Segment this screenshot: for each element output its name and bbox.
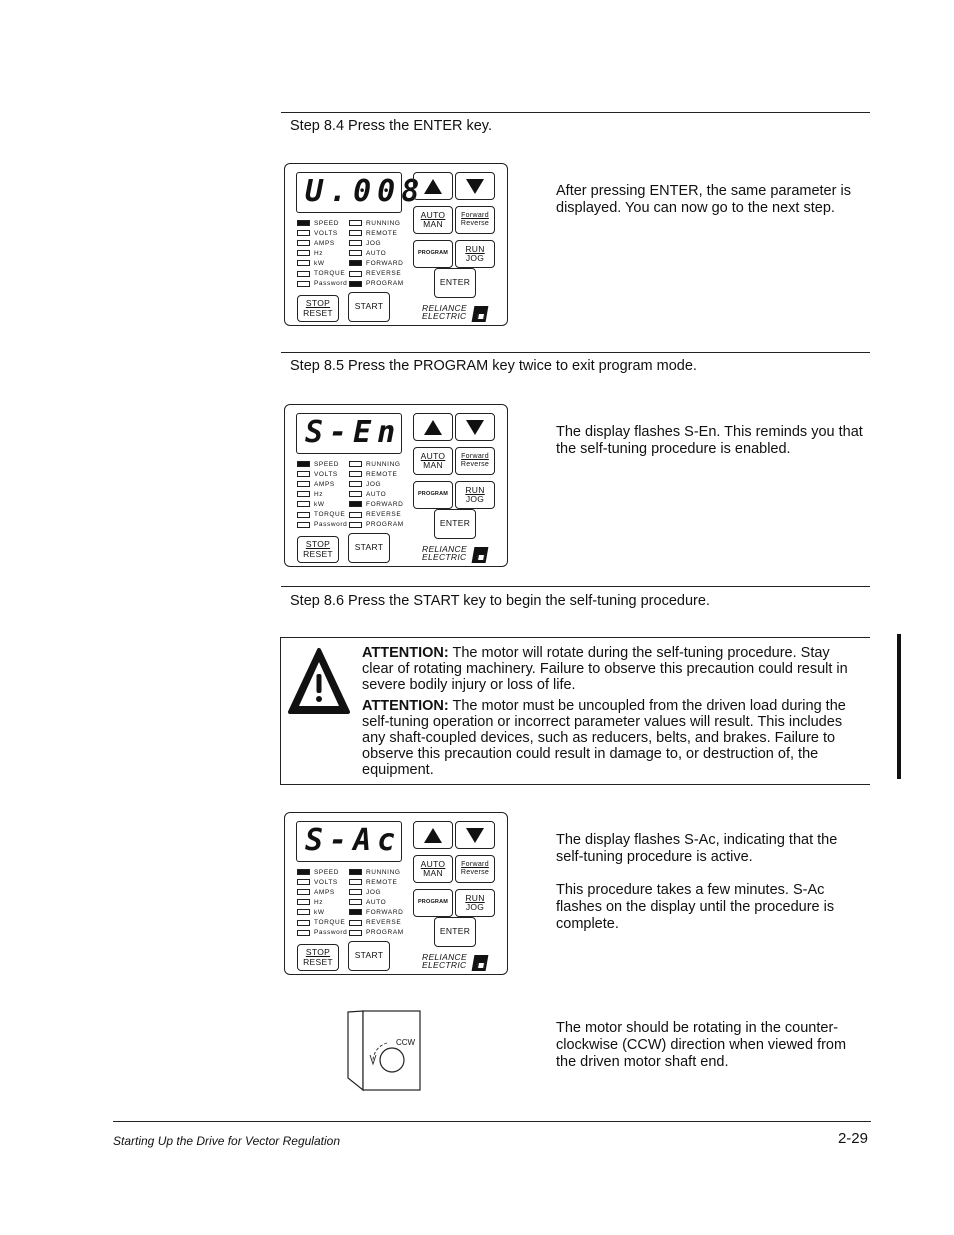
led-indicator [297, 459, 347, 469]
led-indicator [297, 867, 347, 877]
auto-man-button[interactable] [413, 447, 453, 475]
led-indicator [297, 928, 347, 938]
led-lamp [297, 230, 310, 236]
step-description-text: The display flashes S-En. This reminds you that the self-tuning procedure is enabled. [556, 424, 863, 457]
led-label: AUTO [366, 898, 387, 906]
led-indicator [297, 218, 347, 228]
step-description [556, 832, 866, 949]
lcd-display [296, 172, 426, 213]
attention-label: ATTENTION: [362, 645, 449, 661]
attention-paragraph [362, 646, 856, 693]
start-button[interactable] [348, 292, 390, 322]
reliance-logo [422, 545, 467, 561]
led-lamp [297, 281, 310, 287]
down-arrow-button[interactable] [455, 172, 495, 200]
led-lamp [297, 879, 310, 885]
attention-label: ATTENTION: [362, 698, 449, 715]
ccw-label: CCW [396, 1038, 416, 1047]
led-indicator [349, 459, 404, 469]
led-lamp [349, 889, 362, 895]
jog-label: JOG [465, 253, 485, 263]
led-label: kW [314, 908, 325, 916]
logo-line: RELIANCE [422, 952, 467, 962]
jog-label: JOG [465, 494, 485, 504]
led-indicator [349, 867, 404, 877]
led-label: AMPS [314, 239, 335, 247]
down-arrow-button[interactable] [455, 821, 495, 849]
led-lamp [349, 250, 362, 256]
led-lamp [349, 491, 362, 497]
reliance-logo [422, 304, 467, 320]
up-arrow-icon [424, 179, 442, 194]
led-label: REVERSE [366, 511, 402, 519]
enter-label: ENTER [439, 277, 471, 288]
led-lamp [349, 512, 362, 518]
step-description-text: After pressing ENTER, the same parameter is displayed. You can now go to the next step. [556, 183, 851, 216]
forward-reverse-button[interactable] [455, 206, 495, 234]
led-indicator [349, 907, 404, 917]
led-label: REMOTE [366, 878, 398, 886]
led-label: PROGRAM [366, 521, 404, 529]
led-lamp [297, 909, 310, 915]
led-label: SPEED [314, 460, 340, 468]
lcd-display [296, 821, 402, 862]
led-indicator [349, 489, 404, 499]
enter-button[interactable] [434, 509, 476, 539]
led-indicator [349, 218, 404, 228]
led-label: FORWARD [366, 259, 404, 267]
logo-line: ELECTRIC [422, 960, 467, 970]
led-label: kW [314, 259, 325, 267]
display-readout: S-En [305, 415, 402, 450]
stop-reset-button[interactable] [297, 295, 339, 322]
reliance-logo [422, 953, 467, 969]
led-indicator [297, 917, 347, 927]
auto-label: AUTO [420, 450, 446, 461]
program-button[interactable] [413, 240, 453, 268]
keypad [284, 404, 508, 567]
logo-line: ELECTRIC [422, 311, 467, 321]
led-label: VOLTS [314, 229, 338, 237]
led-label: RUNNING [366, 460, 401, 468]
led-lamp [349, 930, 362, 936]
keypad [284, 163, 508, 326]
auto-man-button[interactable] [413, 855, 453, 883]
led-lamp [297, 512, 310, 518]
led-label: VOLTS [314, 470, 338, 478]
led-indicator [297, 248, 347, 258]
led-lamp [349, 260, 362, 266]
led-label: PROGRAM [366, 280, 404, 288]
man-label: MAN [423, 460, 443, 470]
led-indicator [349, 499, 404, 509]
led-indicator [297, 238, 347, 248]
led-label: JOG [366, 480, 382, 488]
led-lamp [349, 471, 362, 477]
enter-button[interactable] [434, 268, 476, 298]
led-indicator [349, 887, 404, 897]
led-lamp [349, 271, 362, 277]
led-indicator [297, 897, 347, 907]
up-arrow-button[interactable] [413, 172, 453, 200]
led-label: REVERSE [366, 919, 402, 927]
led-label: SPEED [314, 868, 340, 876]
led-label: REMOTE [366, 229, 398, 237]
stop-label: STOP [305, 947, 331, 957]
led-label: REVERSE [366, 270, 402, 278]
warning-icon [285, 645, 353, 717]
led-lamp [297, 491, 310, 497]
logo-line: RELIANCE [422, 303, 467, 313]
led-indicator [297, 228, 347, 238]
led-indicator [349, 228, 404, 238]
reliance-logo-icon [472, 306, 489, 322]
led-label: RUNNING [366, 868, 401, 876]
led-indicator [349, 897, 404, 907]
led-lamp [349, 501, 362, 507]
led-lamp [297, 271, 310, 277]
led-label: Hz [314, 249, 324, 257]
change-bar [897, 634, 901, 779]
led-column [349, 867, 404, 938]
run-jog-button[interactable] [455, 481, 495, 509]
program-label: PROGRAM [417, 250, 449, 257]
led-lamp [349, 281, 362, 287]
start-label: START [354, 950, 384, 961]
down-arrow-icon [466, 179, 484, 194]
led-lamp [297, 501, 310, 507]
led-lamp [297, 240, 310, 246]
led-indicator [349, 279, 404, 289]
up-arrow-button[interactable] [413, 821, 453, 849]
forward-label: Forward [461, 860, 489, 868]
start-label: START [354, 542, 384, 553]
led-indicator [297, 907, 347, 917]
display-readout: S-Ac [305, 823, 402, 858]
led-label: PROGRAM [366, 929, 404, 937]
program-button[interactable] [413, 481, 453, 509]
up-arrow-icon [424, 828, 442, 843]
stop-label: STOP [305, 298, 331, 308]
start-label: START [354, 301, 384, 312]
man-label: MAN [423, 219, 443, 229]
led-label: REMOTE [366, 470, 398, 478]
led-label: AMPS [314, 480, 335, 488]
led-indicator [349, 509, 404, 519]
led-label: AUTO [366, 490, 387, 498]
led-indicator [349, 248, 404, 258]
attention-body: The motor will rotate during the self-tuning procedure. Stay clear of rotating machinery. Failure to observe this precaution could result in severe bodily injury or loss of life. [362, 645, 848, 693]
page-number: 2-29 [837, 1130, 868, 1147]
led-indicator [297, 489, 347, 499]
led-lamp [349, 899, 362, 905]
down-arrow-icon [466, 828, 484, 843]
led-lamp [297, 869, 310, 875]
forward-label: Forward [461, 211, 489, 219]
led-label: JOG [366, 888, 382, 896]
led-lamp [349, 869, 362, 875]
led-column [349, 459, 404, 530]
led-lamp [297, 889, 310, 895]
led-label: TORQUE [314, 511, 346, 519]
led-lamp [297, 461, 310, 467]
led-lamp [349, 240, 362, 246]
step-title: Step 8.5 Press the PROGRAM key twice to exit program mode. [290, 358, 697, 374]
led-label: SPEED [314, 219, 340, 227]
run-label: RUN [465, 484, 485, 495]
led-label: Password [314, 929, 348, 937]
led-lamp [349, 230, 362, 236]
jog-label: JOG [465, 902, 485, 912]
led-label: Password [314, 521, 348, 529]
led-indicator [297, 520, 347, 530]
led-lamp [349, 220, 362, 226]
stop-label: STOP [305, 539, 331, 549]
reliance-logo-icon [472, 547, 489, 563]
attention-text [362, 646, 856, 784]
led-indicator [349, 238, 404, 248]
footer-title: Starting Up the Drive for Vector Regulation [113, 1134, 340, 1148]
stop-reset-button[interactable] [297, 944, 339, 971]
led-indicator [349, 877, 404, 887]
reset-label: RESET [303, 548, 333, 559]
led-label: kW [314, 500, 325, 508]
led-lamp [297, 260, 310, 266]
led-lamp [297, 899, 310, 905]
enter-label: ENTER [439, 518, 471, 529]
led-lamp [297, 920, 310, 926]
enter-button[interactable] [434, 917, 476, 947]
led-indicator [349, 928, 404, 938]
run-label: RUN [465, 243, 485, 254]
led-label: VOLTS [314, 878, 338, 886]
forward-label: Forward [461, 452, 489, 460]
led-lamp [349, 920, 362, 926]
run-label: RUN [465, 892, 485, 903]
logo-line: ELECTRIC [422, 552, 467, 562]
led-indicator [297, 509, 347, 519]
display-readout: U.008 [305, 174, 426, 209]
footer-rule [113, 1121, 871, 1122]
led-lamp [297, 220, 310, 226]
led-lamp [349, 481, 362, 487]
enter-label: ENTER [439, 926, 471, 937]
reverse-label: Reverse [460, 869, 490, 876]
step-title: Step 8.6 Press the START key to begin the self-tuning procedure. [290, 593, 710, 609]
reverse-label: Reverse [460, 461, 490, 468]
step-title: Step 8.4 Press the ENTER key. [290, 118, 493, 134]
section-rule [281, 352, 870, 353]
motor-illustration [343, 1008, 425, 1094]
led-label: Password [314, 280, 348, 288]
stop-reset-button[interactable] [297, 536, 339, 563]
up-arrow-icon [424, 420, 442, 435]
auto-label: AUTO [420, 209, 446, 220]
motor-description-text: The motor should be rotating in the counter-clockwise (CCW) direction when viewed from the driven motor shaft end. [556, 1020, 847, 1070]
led-indicator [349, 520, 404, 530]
led-column [349, 218, 404, 289]
led-lamp [297, 481, 310, 487]
led-lamp [297, 471, 310, 477]
led-lamp [349, 909, 362, 915]
step-description [556, 183, 866, 233]
led-indicator [297, 877, 347, 887]
forward-reverse-button[interactable] [455, 447, 495, 475]
led-label: FORWARD [366, 500, 404, 508]
down-arrow-icon [466, 420, 484, 435]
program-label: PROGRAM [417, 899, 449, 906]
led-indicator [297, 258, 347, 268]
led-label: TORQUE [314, 919, 346, 927]
attention-paragraph [362, 699, 856, 778]
led-label: Hz [314, 490, 324, 498]
led-lamp [349, 879, 362, 885]
led-lamp [297, 250, 310, 256]
led-label: AMPS [314, 888, 335, 896]
reliance-logo-icon [472, 955, 489, 971]
led-label: Hz [314, 898, 324, 906]
led-indicator [349, 258, 404, 268]
start-button[interactable] [348, 533, 390, 563]
program-button[interactable] [413, 889, 453, 917]
led-label: TORQUE [314, 270, 346, 278]
down-arrow-button[interactable] [455, 413, 495, 441]
led-label: RUNNING [366, 219, 401, 227]
led-lamp [349, 522, 362, 528]
auto-man-button[interactable] [413, 206, 453, 234]
motor-description [556, 1020, 866, 1087]
step-description-text: The display flashes S-Ac, indicating that the self-tuning procedure is active. [556, 832, 838, 865]
led-label: FORWARD [366, 908, 404, 916]
led-label: AUTO [366, 249, 387, 257]
step-description [556, 424, 866, 474]
forward-reverse-button[interactable] [455, 855, 495, 883]
led-indicator [297, 887, 347, 897]
section-rule [281, 112, 870, 113]
reverse-label: Reverse [460, 220, 490, 227]
led-indicator [297, 268, 347, 278]
led-indicator [297, 279, 347, 289]
reset-label: RESET [303, 307, 333, 318]
led-indicator [297, 469, 347, 479]
auto-label: AUTO [420, 858, 446, 869]
up-arrow-button[interactable] [413, 413, 453, 441]
led-indicator [349, 479, 404, 489]
step-description-text: This procedure takes a few minutes. S-Ac flashes on the display until the procedure is complete. [556, 882, 835, 932]
led-lamp [297, 522, 310, 528]
man-label: MAN [423, 868, 443, 878]
program-label: PROGRAM [417, 491, 449, 498]
led-indicator [297, 479, 347, 489]
led-column [297, 867, 347, 938]
led-lamp [349, 461, 362, 467]
keypad [284, 812, 508, 975]
reset-label: RESET [303, 956, 333, 967]
led-label: JOG [366, 239, 382, 247]
logo-line: RELIANCE [422, 544, 467, 554]
run-jog-button[interactable] [455, 240, 495, 268]
led-column [297, 218, 347, 289]
section-rule [281, 586, 870, 587]
led-indicator [349, 268, 404, 278]
led-lamp [297, 930, 310, 936]
lcd-display [296, 413, 402, 454]
attention-body: The motor must be uncoupled from the driven load during the self-tuning operation or incorrect parameter values will result. This includes any shaft-coupled devices, such as reducers, belts, and brakes. Failure to observe this precaution could result in damage to, or destruction of, the equipment. [362, 698, 846, 778]
run-jog-button[interactable] [455, 889, 495, 917]
start-button[interactable] [348, 941, 390, 971]
led-indicator [349, 917, 404, 927]
led-indicator [297, 499, 347, 509]
led-column [297, 459, 347, 530]
led-indicator [349, 469, 404, 479]
